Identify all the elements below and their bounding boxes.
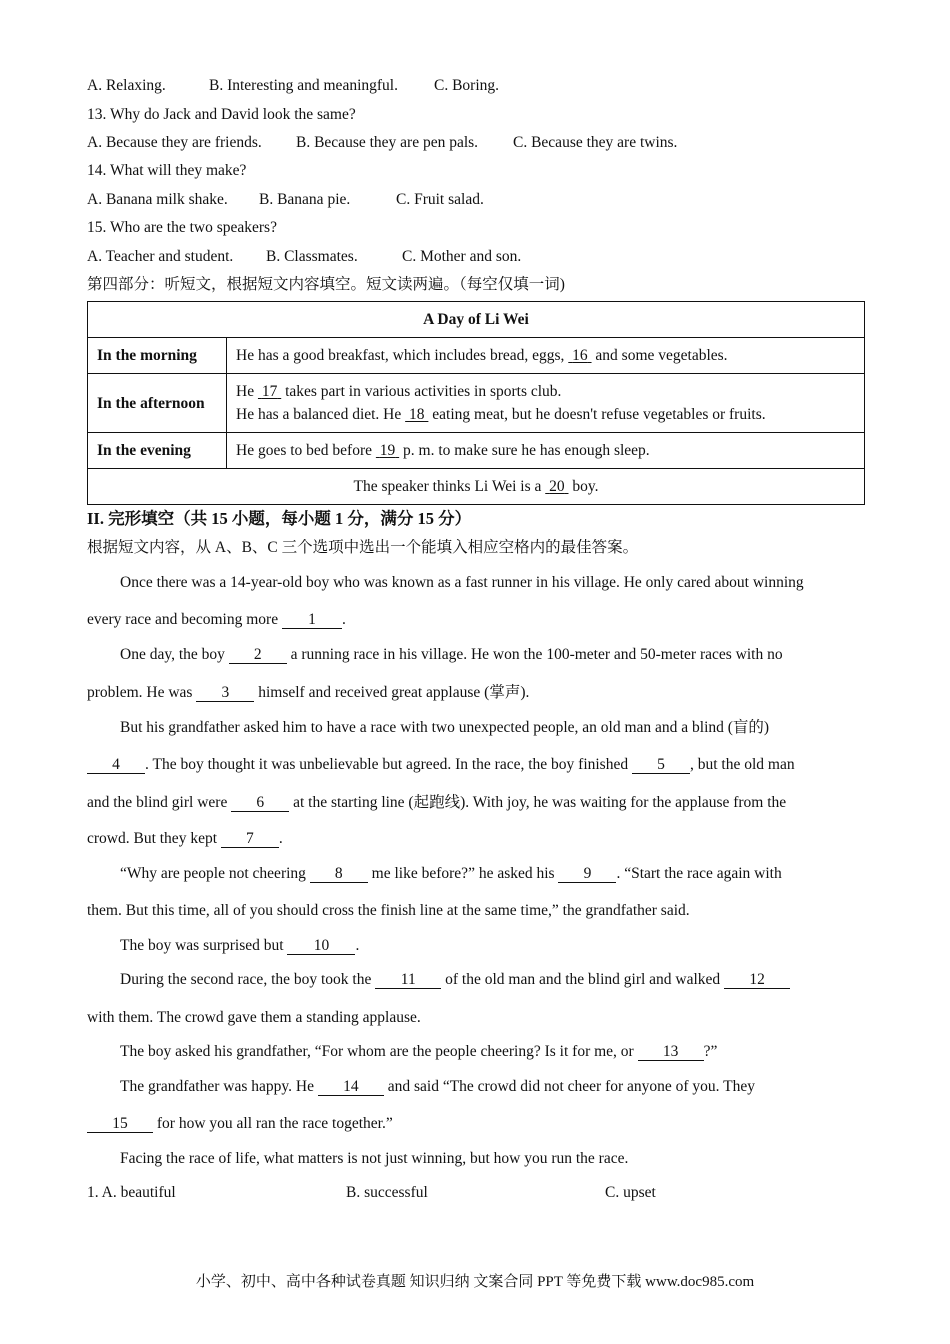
blank-12: 12: [724, 971, 790, 989]
text: p. m. to make sure he has enough sleep.: [399, 442, 650, 459]
text: .: [341, 611, 346, 628]
p6-line1: [120, 970, 790, 990]
p8-line1: [120, 1077, 755, 1097]
text: He has a good breakfast, which includes bread, eggs,: [236, 347, 569, 364]
blank-number: 19: [379, 442, 396, 459]
table-title: A Day of Li Wei: [88, 302, 865, 338]
blank-20: [545, 478, 568, 495]
text: The boy asked his grandfather, “For whom are the people cheering? Is it for me, or: [120, 1043, 638, 1060]
text: and said “The crowd did not cheer for anyone of you. They: [383, 1078, 756, 1095]
q1-option-b: B. successful: [346, 1184, 428, 1201]
part4-instruction: 第四部分：听短文，根据短文内容填空。短文读两遍。（每空仅填一词): [87, 276, 565, 293]
summary-cell: [88, 469, 865, 505]
text: The speaker thinks Li Wei is a: [353, 478, 546, 495]
q13-options: [87, 133, 677, 153]
p1-line2: [87, 610, 346, 630]
table-row: [88, 374, 865, 433]
q15-option-a: A. Teacher and student.: [87, 248, 234, 265]
q13-option-a: A. Because they are friends.: [87, 134, 262, 151]
blank-17: [258, 383, 281, 400]
p1-line1: Once there was a 14-year-old boy who was known as a fast runner in his village. He only cared about winning: [120, 574, 804, 591]
row-content-morning: [227, 338, 865, 374]
q15-option-b: B. Classmates.: [266, 248, 358, 265]
p9-line: Facing the race of life, what matters is not just winning, but how you run the race.: [120, 1150, 629, 1167]
text: He goes to bed before: [236, 442, 376, 459]
q14-option-c: C. Fruit salad.: [396, 191, 484, 208]
blank-1: 1: [282, 611, 342, 629]
text: at the starting line (起跑线). With joy, he was waiting for the applause from the: [289, 794, 787, 811]
blank-11: 11: [375, 971, 441, 989]
blank-2: 2: [229, 646, 287, 664]
text: of the old man and the blind girl and walked: [441, 971, 725, 988]
text: The boy was surprised but: [120, 937, 288, 954]
blank-6: 6: [231, 794, 289, 812]
li-wei-table: [87, 301, 865, 505]
p2-line1: [120, 645, 783, 665]
p7-line: [120, 1042, 717, 1062]
q15-option-c: C. Mother and son.: [402, 248, 522, 265]
q13-question: 13. Why do Jack and David look the same?: [87, 106, 356, 123]
text: “Why are people not cheering: [120, 865, 310, 882]
p4-line1: [120, 864, 782, 884]
text: The grandfather was happy. He: [120, 1078, 318, 1095]
page-footer: 小学、初中、高中各种试卷真题 知识归纳 文案合同 PPT 等免费下载 www.doc985.com: [195, 1274, 755, 1290]
blank-number: 17: [261, 383, 278, 400]
q1-option-c: C. upset: [605, 1184, 656, 1201]
text: .: [278, 830, 283, 847]
table-row: [88, 433, 865, 469]
blank-9: 9: [558, 865, 616, 883]
q1-option-a: 1. A. beautiful: [87, 1184, 176, 1201]
text: boy.: [568, 478, 599, 495]
p3-line4: [87, 829, 283, 849]
text: . “Start the race again with: [616, 865, 782, 882]
text: crowd. But they kept: [87, 830, 221, 847]
row-line: [236, 403, 855, 426]
text: He has a balanced diet. He: [236, 406, 406, 423]
text: every race and becoming more: [87, 611, 282, 628]
text: He: [236, 383, 258, 400]
row-line: [236, 380, 855, 403]
text: for how you all ran the race together.”: [153, 1115, 393, 1132]
text: me like before?” he asked his: [367, 865, 559, 882]
blank-16: [568, 347, 591, 364]
table-row: [88, 338, 865, 374]
blank-15: 15: [87, 1115, 153, 1133]
row-content-evening: [227, 433, 865, 469]
q15-options: [87, 247, 521, 267]
row-label-afternoon: In the afternoon: [88, 374, 227, 433]
text: problem. He was: [87, 684, 197, 701]
p5-line: [120, 936, 359, 956]
p4-line2: them. But this time, all of you should cross the finish line at the same time,” the grandfather said.: [87, 902, 690, 919]
text: takes part in various activities in sports club.: [281, 383, 562, 400]
p2-line2: [87, 683, 529, 703]
q14-options: [87, 190, 484, 210]
p6-line2: with them. The crowd gave them a standing applause.: [87, 1009, 421, 1026]
blank-number: 20: [549, 478, 565, 495]
blank-8: 8: [310, 865, 368, 883]
blank-7: 7: [221, 830, 279, 848]
blank-13: 13: [638, 1043, 704, 1061]
row-label-morning: In the morning: [88, 338, 227, 374]
text: , but the old man: [689, 756, 795, 773]
cloze-heading: II. 完形填空（共 15 小题，每小题 1 分，满分 15 分）: [87, 509, 472, 528]
q14-option-b: B. Banana pie.: [259, 191, 351, 208]
q12-options: [87, 76, 499, 96]
blank-14: 14: [318, 1078, 384, 1096]
text: .: [355, 937, 360, 954]
blank-10: 10: [287, 937, 355, 955]
p3-line3: [87, 793, 786, 813]
text: and the blind girl were: [87, 794, 232, 811]
p3-line2: [87, 755, 795, 775]
q12-option-b: B. Interesting and meaningful.: [209, 77, 398, 94]
blank-number: 16: [572, 347, 588, 364]
text: . The boy thought it was unbelievable but agreed. In the race, the boy finished: [145, 756, 632, 773]
blank-19: [376, 442, 399, 459]
cloze-instruction: 根据短文内容，从 A、B、C 三个选项中选出一个能填入相应空格内的最佳答案。: [87, 539, 639, 556]
q14-option-a: A. Banana milk shake.: [87, 191, 228, 208]
blank-18: [405, 406, 428, 423]
q15-question: 15. Who are the two speakers?: [87, 219, 277, 236]
blank-5: 5: [632, 756, 690, 774]
q14-question: 14. What will they make?: [87, 162, 247, 179]
q1-options: [87, 1183, 656, 1203]
q12-option-a: A. Relaxing.: [87, 77, 166, 94]
text: and some vegetables.: [591, 347, 728, 364]
text: One day, the boy: [120, 646, 229, 663]
q13-option-c: C. Because they are twins.: [513, 134, 678, 151]
blank-3: 3: [196, 684, 254, 702]
text: eating meat, but he doesn't refuse vegetables or fruits.: [428, 406, 766, 423]
blank-number: 18: [409, 406, 425, 423]
row-content-afternoon: [227, 374, 865, 433]
p8-line2: [87, 1114, 393, 1134]
text: a running race in his village. He won the 100-meter and 50-meter races with no: [286, 646, 783, 663]
table-title-row: [88, 302, 865, 338]
q13-option-b: B. Because they are pen pals.: [296, 134, 479, 151]
p3-line1: But his grandfather asked him to have a race with two unexpected people, an old man and a blind (盲的): [120, 719, 770, 736]
table-summary-row: [88, 469, 865, 505]
text: ?”: [703, 1043, 718, 1060]
blank-4: 4: [87, 756, 145, 774]
text: During the second race, the boy took the: [120, 971, 376, 988]
row-label-evening: In the evening: [88, 433, 227, 469]
text: himself and received great applause (掌声).: [254, 684, 530, 701]
q12-option-c: C. Boring.: [434, 77, 500, 94]
